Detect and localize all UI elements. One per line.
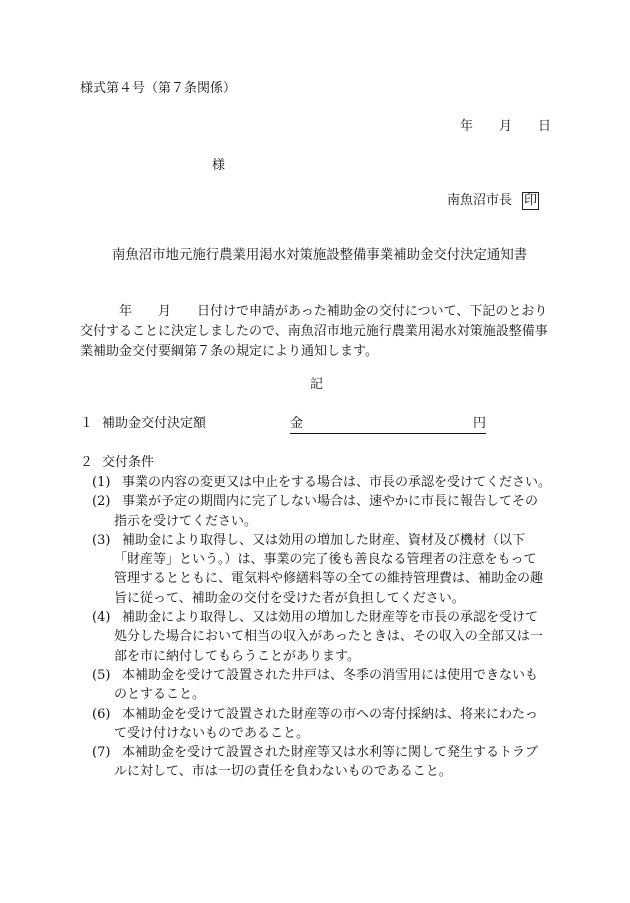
condition-text: 「財産等」という。）は、事業の完了後も善良なる管理者の注意をもって xyxy=(114,552,537,568)
condition-item xyxy=(92,705,572,744)
amount-suffix: 円 xyxy=(473,416,487,431)
amount-field xyxy=(290,415,486,434)
condition-number: (6) xyxy=(92,706,111,722)
condition-number: (5) xyxy=(92,667,111,683)
condition-text: 本補助金を受けて設置された財産等又は水利等に関して発生するトラブ xyxy=(122,745,539,761)
condition-text: 処分した場合において相当の収入があったときは、その収入の全部又は一 xyxy=(114,629,543,645)
condition-text: 事業の内容の変更又は中止をする場合は、市長の承認を受けてください。 xyxy=(122,475,552,490)
amount-prefix: 金 xyxy=(290,416,304,431)
condition-item xyxy=(92,492,572,531)
condition-item xyxy=(92,473,572,492)
body-line: 業補助金交付要綱第７条の規定により通知します。 xyxy=(80,344,378,359)
body-line: 年 月 日付けで申請があった補助金の交付について、下記のとおり xyxy=(80,304,548,319)
condition-item xyxy=(92,666,572,705)
amount-label: 補助金交付決定額 xyxy=(102,416,207,431)
condition-item xyxy=(92,743,572,782)
seal-mark: 印 xyxy=(524,193,538,208)
ki-heading: 記 xyxy=(310,377,324,392)
conditions-number: ２ xyxy=(80,455,94,470)
condition-text: ルに対して、市は一切の責任を負わないものであること。 xyxy=(114,764,452,780)
document-title: 南魚沼市地元施行農業用渇水対策施設整備事業補助金交付決定通知書 xyxy=(112,248,528,263)
condition-text: 本補助金を受けて設置された井戸は、冬季の消雪用には使用できないも xyxy=(122,667,539,683)
date-year: 年 xyxy=(460,119,474,134)
condition-text: 部を市に納付してもらうことがあります。 xyxy=(114,648,360,664)
condition-text: 指示を受けてください。 xyxy=(114,513,258,529)
condition-text: 管理するとともに、電気料や修繕料等の全ての維持管理費は、補助金の趣 xyxy=(114,571,544,587)
condition-text: 本補助金を受けて設置された財産等の市への寄付採納は、将来にわたっ xyxy=(122,706,539,722)
amount-number: １ xyxy=(80,416,94,431)
conditions-title: 交付条件 xyxy=(102,455,155,470)
form-number: 様式第４号（第７条関係） xyxy=(80,81,237,96)
condition-number: (7) xyxy=(92,745,111,761)
condition-text: 補助金により取得し、又は効用の増加した財産、資材及び機材（以下 xyxy=(122,532,526,548)
body-line: 交付することに決定しましたので、南魚沼市地元施行農業用渇水対策施設整備事 xyxy=(80,324,548,339)
condition-text: のとすること。 xyxy=(114,687,206,703)
condition-number: (4) xyxy=(92,610,111,626)
issuer-name: 南魚沼市長 xyxy=(447,193,513,208)
conditions-list xyxy=(92,473,572,782)
condition-item xyxy=(92,531,572,608)
condition-number: (3) xyxy=(92,532,111,548)
date-day: 日 xyxy=(538,119,552,134)
date-line xyxy=(460,118,551,136)
notice-body xyxy=(80,302,560,362)
condition-text: 旨に従って、補助金の交付を受けた者が負担してください。 xyxy=(114,590,465,606)
condition-text: 補助金により取得し、又は効用の増加した財産等を市長の承認を受けて xyxy=(122,610,539,626)
date-month: 月 xyxy=(499,119,513,134)
conditions-heading xyxy=(80,454,154,472)
condition-number: (2) xyxy=(92,494,111,510)
condition-number: (1) xyxy=(92,475,111,490)
issuer-line xyxy=(447,192,539,210)
condition-text: 事業が予定の期間内に完了しない場合は、速やかに市長に報告してその xyxy=(122,494,539,510)
condition-item xyxy=(92,608,572,666)
amount-row xyxy=(80,415,486,434)
condition-text: て受け付けないものであること。 xyxy=(114,725,310,741)
addressee-suffix: 様 xyxy=(212,158,226,173)
